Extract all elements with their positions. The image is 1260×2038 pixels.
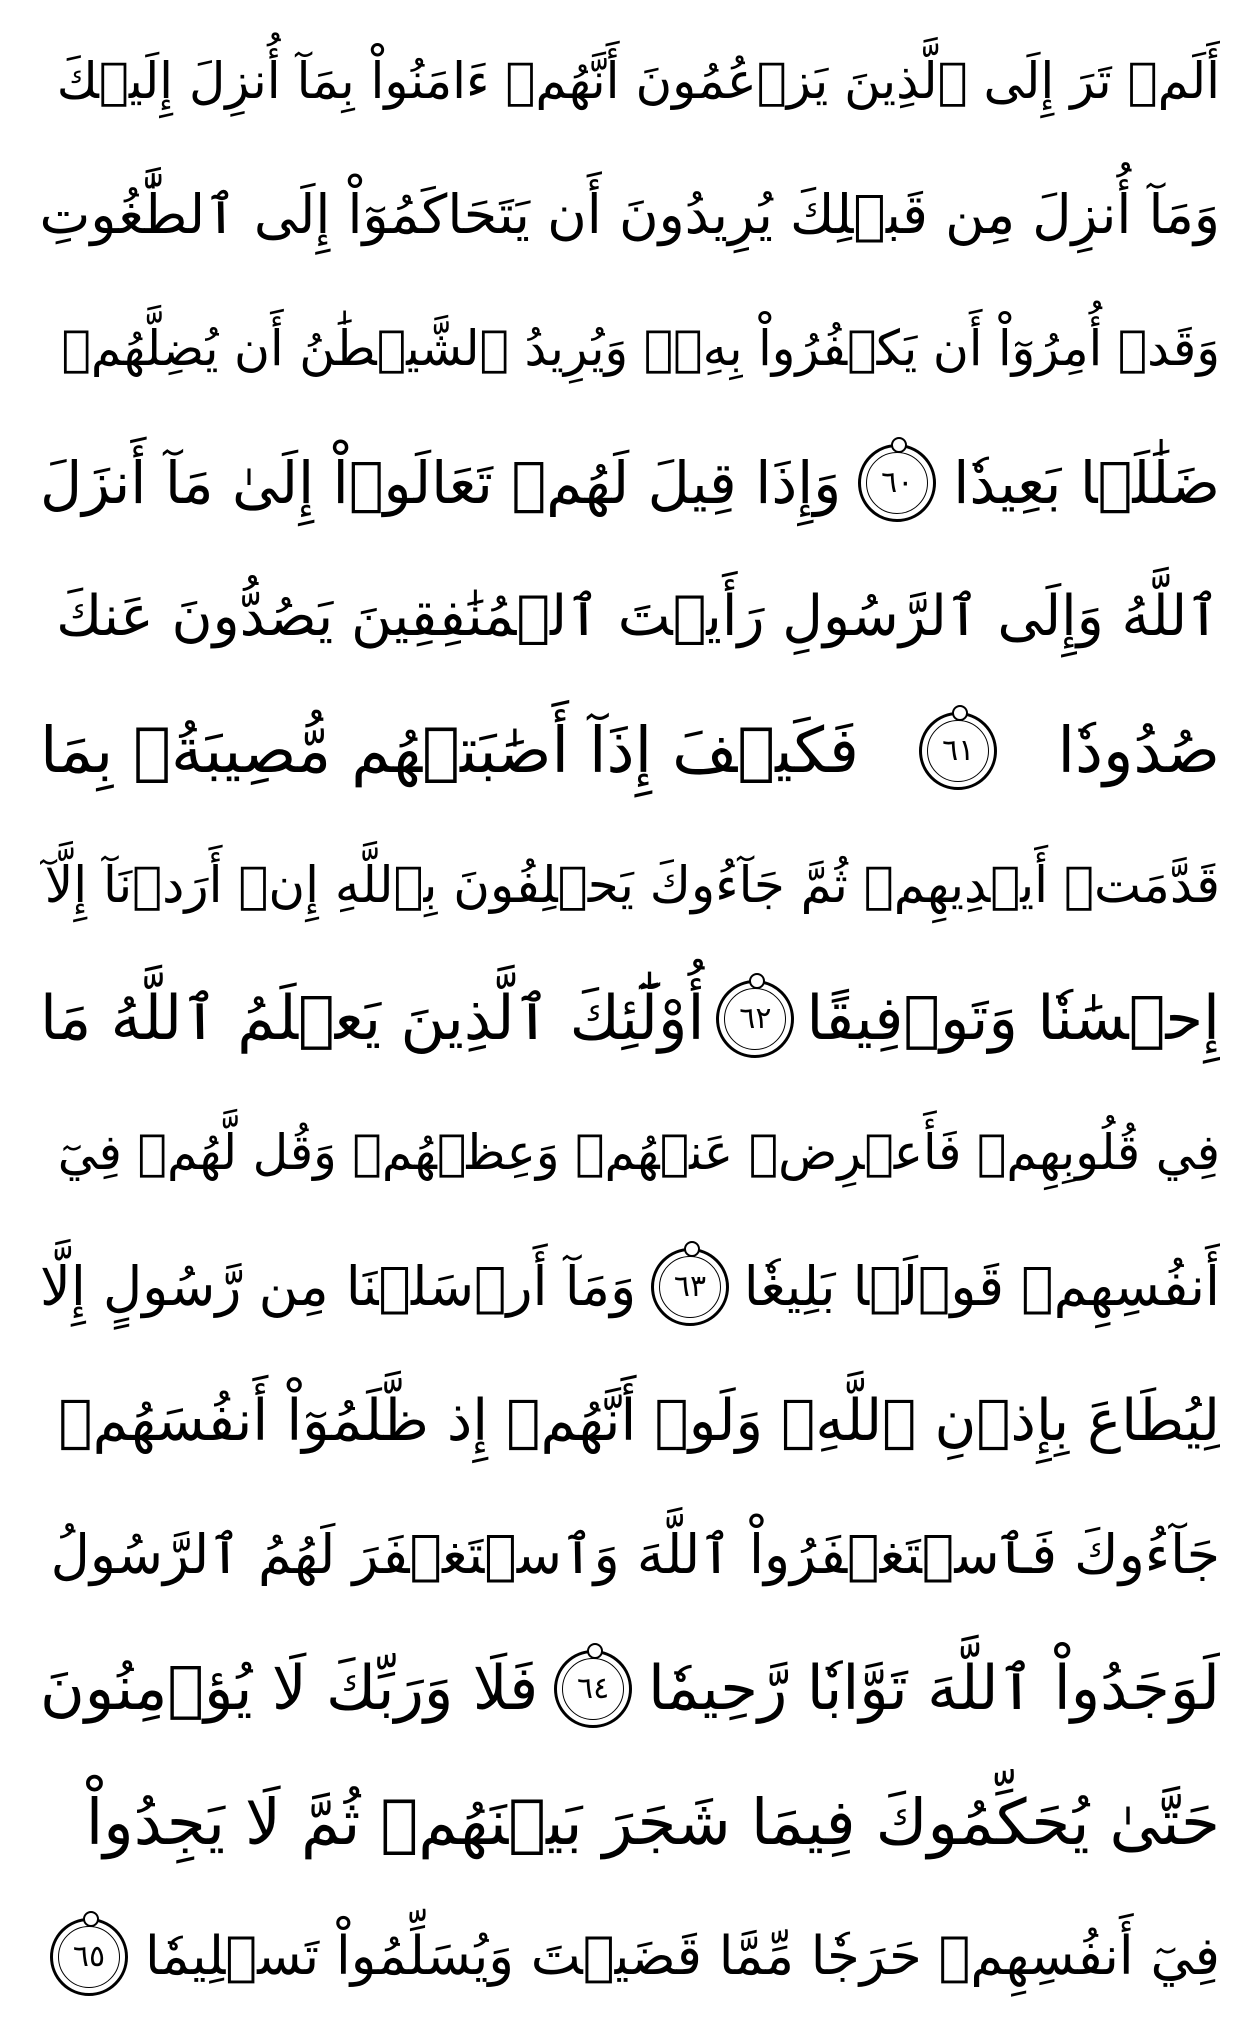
verse-text: صُدُودٗا (1057, 714, 1220, 787)
verse-text: لِيُطَاعَ بِإِذۡنِ ٱللَّهِۚ وَلَوۡ أَنَّهُمۡ إِذ ظَّلَمُوٓاْ أَنفُسَهُمۡ (58, 1388, 1220, 1454)
verse-text: وَإِذَا قِيلَ لَهُمۡ تَعَالَوۡاْ إِلَىٰ مَآ أَنزَلَ (40, 449, 842, 517)
verse-text: لَوَجَدُواْ ٱللَّهَ تَوَّابٗا رَّحِيمٗا (647, 1653, 1220, 1724)
verse-text: أَلَمۡ تَرَ إِلَى ٱلَّذِينَ يَزۡعُمُونَ أَنَّهُمۡ ءَامَنُواْ بِمَآ أُنزِلَ إِلَيۡكَ (56, 52, 1220, 110)
text-line (40, 824, 1220, 946)
ayah-number-marker: ٦٢ (716, 980, 794, 1058)
verse-text: فِي قُلُوبِهِمۡ فَأَعۡرِضۡ عَنۡهُمۡ وَعِظۡهُمۡ وَقُل لَّهُمۡ فِيٓ (57, 1124, 1220, 1181)
ayah-number-marker: ٦٠ (858, 444, 936, 522)
verse-text: ضَلَٰلَۢا بَعِيدٗا (953, 449, 1220, 517)
text-line (40, 1360, 1220, 1482)
verse-text: قَدَّمَتۡ أَيۡدِيهِمۡ ثُمَّ جَآءُوكَ يَحۡلِفُونَ بِٱللَّهِ إِنۡ أَرَدۡنَآ إِلَّآ (44, 856, 1220, 914)
ayah-number-marker: ٦١ (919, 712, 997, 790)
text-line (40, 154, 1220, 276)
text-line (40, 1494, 1220, 1616)
verse-text: وَقَدۡ أُمِرُوٓاْ أَن يَكۡفُرُواْ بِهِۦۖ وَيُرِيدُ ٱلشَّيۡطَٰنُ أَن يُضِلَّهُمۡ (61, 320, 1220, 377)
verse-text: جَآءُوكَ فَٱسۡتَغۡفَرُواْ ٱللَّهَ وَٱسۡتَغۡفَرَ لَهُمُ ٱلرَّسُولُ (50, 1523, 1220, 1586)
verse-text: فِيٓ أَنفُسِهِمۡ حَرَجٗا مِّمَّا قَضَيۡتَ وَيُسَلِّمُواْ تَسۡلِيمٗا (145, 1926, 1220, 1987)
verse-text: أُوْلَٰٓئِكَ ٱلَّذِينَ يَعۡلَمُ ٱللَّهُ مَا (40, 983, 705, 1054)
verse-text: وَمَآ أُنزِلَ مِن قَبۡلِكَ يُرِيدُونَ أَن يَتَحَاكَمُوٓاْ إِلَى ٱلطَّٰغُوتِ (40, 183, 1220, 246)
verse-text: فَكَيۡفَ إِذَآ أَصَٰبَتۡهُم مُّصِيبَةُۢ بِمَا (40, 714, 860, 787)
text-line (40, 958, 1220, 1080)
verse-text: حَتَّىٰ يُحَكِّمُوكَ فِيمَا شَجَرَ بَيۡنَهُمۡ ثُمَّ لَا يَجِدُواْ (85, 1786, 1220, 1859)
verse-lines (40, 20, 1220, 2018)
ayah-number-marker: ٦٣ (651, 1248, 729, 1326)
text-line (40, 20, 1220, 142)
text-line (40, 1092, 1220, 1214)
text-line (40, 1762, 1220, 1884)
text-line (40, 422, 1220, 544)
text-line (40, 690, 1220, 812)
ayah-number-marker: ٦٥ (50, 1918, 128, 1996)
verse-text: أَنفُسِهِمۡ قَوۡلَۢا بَلِيغٗا (743, 1255, 1220, 1318)
verse-text: فَلَا وَرَبِّكَ لَا يُؤۡمِنُونَ (40, 1653, 539, 1724)
text-line (40, 1226, 1220, 1348)
text-line (40, 1628, 1220, 1750)
text-line (40, 288, 1220, 410)
text-line (40, 1896, 1220, 2018)
text-line (40, 556, 1220, 678)
verse-text: ٱللَّهُ وَإِلَى ٱلرَّسُولِ رَأَيۡتَ ٱلۡمُنَٰفِقِينَ يَصُدُّونَ عَنكَ (56, 584, 1220, 649)
verse-text: وَمَآ أَرۡسَلۡنَا مِن رَّسُولٍ إِلَّا (40, 1255, 637, 1318)
ayah-number-marker: ٦٤ (554, 1650, 632, 1728)
verse-text: إِحۡسَٰنٗا وَتَوۡفِيقًا (806, 983, 1220, 1054)
